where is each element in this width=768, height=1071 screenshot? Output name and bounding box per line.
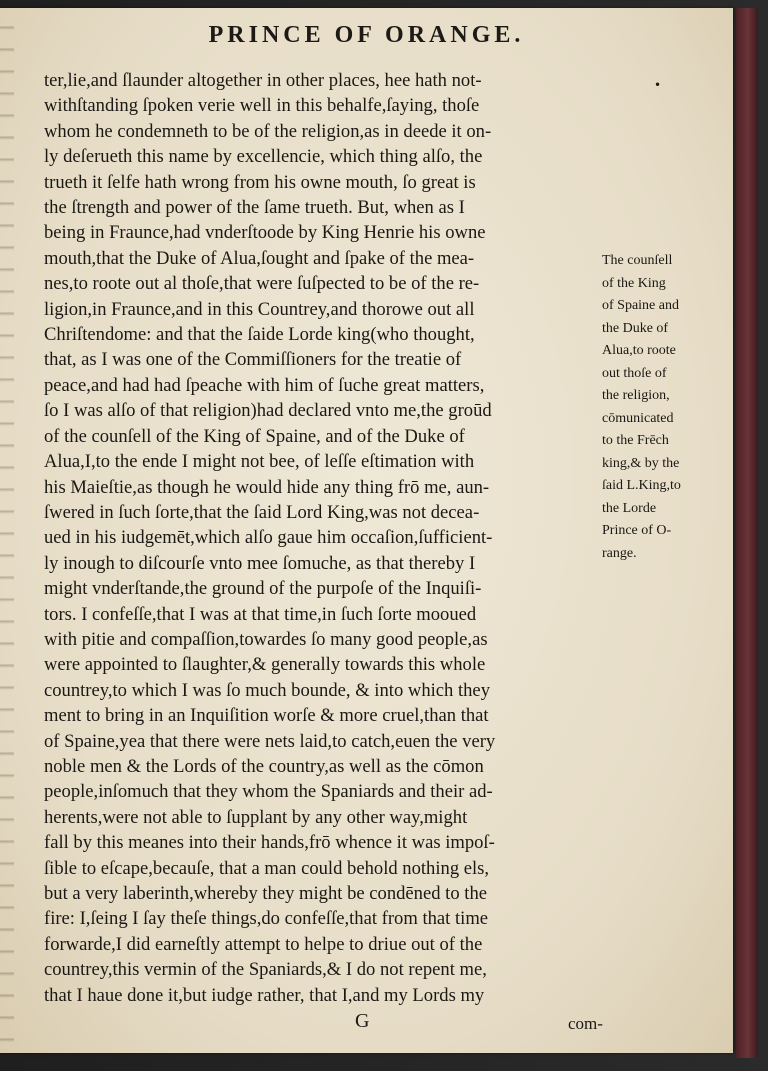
text-line: Chriſtendome: and that the ſaide Lorde king(who thought, [44,324,475,346]
signature-mark: G [355,1010,370,1032]
margin-note-line: range. [602,545,637,561]
catchword: com- [568,1014,603,1033]
text-line: Alua,I,to the ende I might not bee, of leſſe eſtimation with [44,451,475,473]
margin-note-line: the religion, [602,388,670,403]
text-line: ſwered in ſuch ſorte,that the ſaid Lord King,was not decea- [44,501,480,523]
text-line: were appointed to ſlaughter,& generally towards this whole [44,654,486,676]
running-title: PRINCE OF ORANGE. [208,22,525,48]
text-line: fall by this meanes into their hands,frō whence it was impoſ- [44,832,495,854]
text-line: tors. I confeſſe,that I was at that time,in ſuch ſorte mooued [44,603,477,625]
margin-note-line: Alua,to roote [602,343,676,358]
text-line: countrey,to which I was ſo much bounde, & into which they [44,679,490,701]
body-text-block [44,68,614,1008]
stray-mark: • [654,78,662,92]
margin-note-line: king,& by the [602,455,680,471]
text-line: being in Fraunce,had vnderſtoode by King Henrie his owne [44,222,486,244]
text-line: nes,to roote out al thoſe,that were ſuſpected to be of the re- [44,273,480,295]
margin-note-line: of Spaine and [602,298,679,313]
text-line: noble men & the Lords of the country,as well as the cōmon [44,755,484,777]
text-line: whom he condemneth to be of the religion,as in deede it on- [44,120,492,142]
text-line: ment to bring in an Inquiſition worſe & more cruel,than that [44,705,489,727]
margin-note-line: the Lorde [602,500,657,516]
text-line: ued in his iudgemēt,which alſo gaue him occaſion,ſufficient- [44,527,493,549]
text-line: of Spaine,yea that there were nets laid,to catch,euen the very [44,730,496,752]
text-line: ly inough to diſcourſe vnto mee ſomuche, as that thereby I [44,552,476,574]
margin-note-line: Prince of O- [602,523,672,538]
margin-note [602,250,724,565]
text-line: fire: I,ſeing I ſay theſe things,do confeſſe,that from that time [44,908,489,930]
text-line: with pitie and compaſſion,towardes ſo many good people,as [44,628,488,650]
text-line: but a very laberinth,whereby they might be condēned to the [44,883,488,904]
margin-note-line: ſaid L.King,to [602,478,681,493]
text-line: trueth it ſelfe hath wrong from his owne mouth, ſo great is [44,171,476,193]
margin-note-line: out thoſe of [602,365,667,381]
text-line: peace,and had had ſpeache with him of ſuche great matters, [44,374,485,396]
book-page [0,8,733,1053]
text-line: ter,lie,and ſlaunder altogether in other places, hee hath not- [44,70,482,91]
margin-note-line: cōmunicated [602,410,674,426]
text-line: his Maieſtie,as though he would hide any thing frō me, aun- [44,476,490,498]
text-line: countrey,this vermin of the Spaniards,& I do not repent me, [44,959,487,981]
text-line: the ſtrength and power of the ſame trueth. But, when as I [44,197,465,219]
margin-note-line: to the Frēch [602,433,669,448]
text-line: ly deſerueth this name by excellencie, which thing alſo, the [44,146,483,168]
book-binding-edge [736,8,758,1058]
margin-note-line: The counſell [602,253,673,268]
margin-note-line: the Duke of [602,320,669,336]
text-line: might vnderſtande,the ground of the purpoſe of the Inquiſi- [44,578,482,600]
text-line: ſo I was alſo of that religion)had declared vnto me,the groūd [44,400,492,422]
text-line: of the counſell of the King of Spaine, and of the Duke of [44,425,465,447]
margin-note-line: of the King [602,275,666,291]
text-line: that I haue done it,but iudge rather, that I,and my Lords my [44,984,485,1006]
text-line: people,inſomuch that they whom the Spaniards and their ad- [44,781,493,803]
text-line: herents,were not able to ſupplant by any other way,might [44,806,468,828]
text-line: mouth,that the Duke of Alua,ſought and ſpake of the mea- [44,247,475,269]
text-line: that, as I was one of the Commiſſioners for the treatie of [44,349,462,371]
page-gutter-marks [0,8,14,1053]
text-line: forwarde,I did earneſtly attempt to helpe to driue out of the [44,933,483,955]
text-line: ligion,in Fraunce,and in this Countrey,and thorowe out all [44,298,475,320]
text-line: ſible to eſcape,becauſe, that a man could behold nothing els, [44,857,490,879]
text-line: withſtanding ſpoken verie well in this behalfe,ſaying, thoſe [44,95,480,117]
